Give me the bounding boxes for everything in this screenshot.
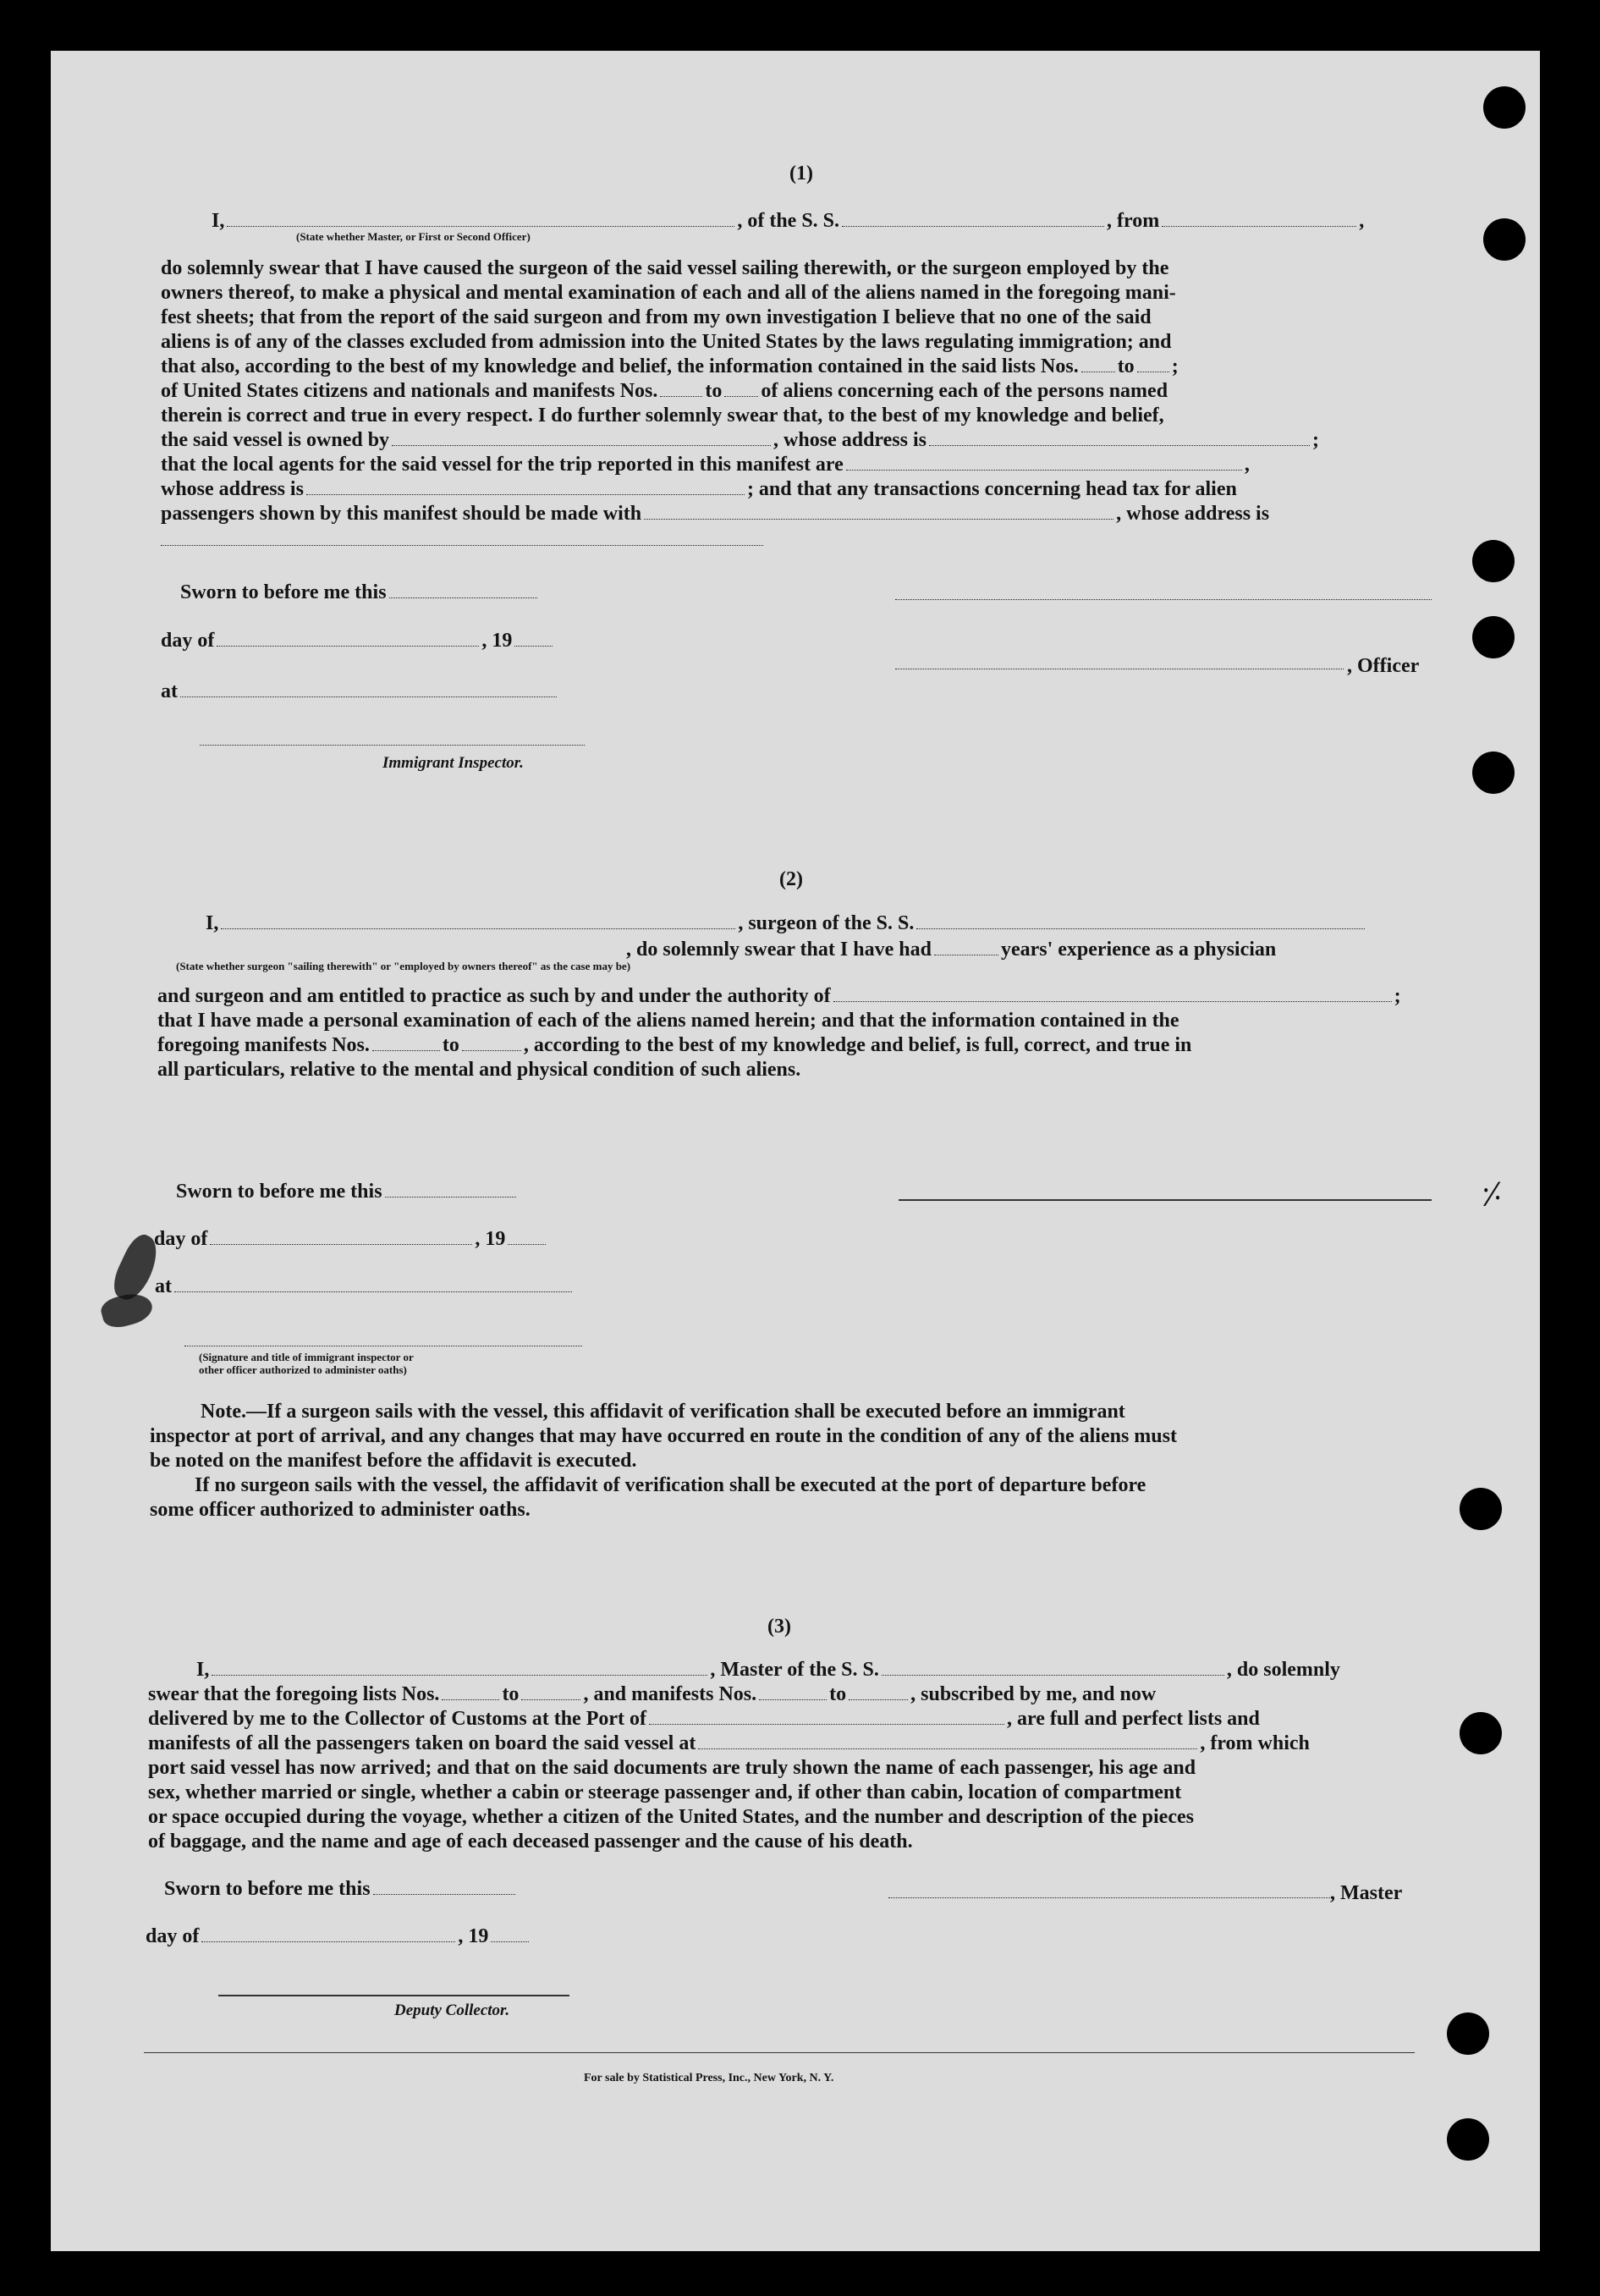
- printer-footer: For sale by Statistical Press, Inc., New York, N. Y.: [584, 2072, 834, 2084]
- s1-officer-line: I, , of the S. S. , from ,: [212, 210, 1365, 232]
- s3-text-4: port said vessel has now arrived; and that on the said documents are truly shown the name of each passenger, his age and: [148, 1757, 1196, 1779]
- s1-text-4: aliens is of any of the classes excluded from admission into the United States by the laws regulating immigration; and: [161, 331, 1172, 353]
- s3-text-6: or space occupied during the voyage, whether a citizen of the United States, and the number and description of the pieces: [148, 1806, 1194, 1828]
- punch-hole-9: [1447, 2118, 1489, 2161]
- s1-text-1: do solemnly swear that I have caused the surgeon of the said vessel sailing therewith, or the surgeon employed by the: [161, 257, 1169, 279]
- s1-officer-signature-line-1[interactable]: [895, 599, 1432, 600]
- s1-text-8: the said vessel is owned by , whose address is ;: [161, 429, 1319, 451]
- s3-day-field[interactable]: [201, 1941, 455, 1942]
- section-2-number: (2): [779, 868, 803, 890]
- head-tax-address-field[interactable]: [161, 545, 763, 546]
- s2-sworn-date-field[interactable]: [385, 1196, 516, 1198]
- s2-text-2: that I have made a personal examination of each of the aliens named herein; and that the information contained in the: [157, 1010, 1179, 1032]
- port-of-arrival-field[interactable]: [649, 1723, 1004, 1725]
- s3-text-7: of baggage, and the name and age of each deceased passenger and the cause of his death.: [148, 1831, 913, 1853]
- head-tax-contact-field[interactable]: [644, 518, 1113, 520]
- master-name-field[interactable]: [212, 1674, 707, 1676]
- punch-hole-2: [1483, 218, 1526, 261]
- s3-master-label: , Master: [1330, 1882, 1403, 1904]
- s1-at-line: at: [161, 680, 559, 703]
- s1-officer-label: , Officer: [1347, 655, 1420, 677]
- s3-text-2: delivered by me to the Collector of Customs at the Port of , are full and perfect lists and: [148, 1708, 1260, 1730]
- s1-text-10: whose address is ; and that any transactions concerning head tax for alien: [161, 478, 1237, 500]
- s3-manifests-to-field[interactable]: [849, 1699, 908, 1700]
- s3-sworn-date-field[interactable]: [373, 1893, 515, 1895]
- punch-hole-7: [1460, 1712, 1502, 1754]
- s3-deputy-signature-line[interactable]: [218, 1995, 569, 1996]
- citizen-list-to-field[interactable]: [1137, 371, 1169, 372]
- s2-at-field[interactable]: [174, 1291, 572, 1292]
- s3-lists-to-field[interactable]: [521, 1699, 580, 1700]
- s2-at-line: at: [155, 1275, 575, 1298]
- s1-inspector-caption: Immigrant Inspector.: [382, 754, 524, 772]
- s2-surgeon-signature-line[interactable]: [899, 1199, 1432, 1201]
- s1-day-field[interactable]: [217, 645, 479, 647]
- s2-experience-line: , do solemnly swear that I have had years' experience as a physician: [626, 939, 1277, 961]
- alien-manifest-from-field[interactable]: [660, 395, 702, 397]
- s1-sworn-date-field[interactable]: [389, 597, 537, 598]
- s2-note-5: some officer authorized to administer oaths.: [150, 1499, 531, 1521]
- s1-at-field[interactable]: [180, 696, 557, 697]
- alien-manifest-to-field[interactable]: [724, 395, 758, 397]
- s3-ship-name-field[interactable]: [882, 1674, 1224, 1676]
- s2-note-3: be noted on the manifest before the affidavit is executed.: [150, 1450, 637, 1472]
- s2-day-line: day of , 19: [154, 1227, 548, 1251]
- s3-text-5: sex, whether married or single, whether a cabin or steerage passenger and, if other than cabin, location of compartment: [148, 1781, 1182, 1803]
- owner-address-field[interactable]: [929, 444, 1310, 446]
- officer-name-field[interactable]: [227, 225, 734, 227]
- s3-year-field[interactable]: [491, 1941, 529, 1942]
- local-agents-field[interactable]: [846, 469, 1242, 471]
- s3-day-line: day of , 19: [146, 1924, 531, 1948]
- s2-manifest-to-field[interactable]: [462, 1049, 521, 1051]
- s2-note-2: inspector at port of arrival, and any changes that may have occurred en route in the condition of any of the aliens must: [150, 1425, 1177, 1447]
- punch-hole-4: [1472, 616, 1515, 658]
- s2-day-field[interactable]: [210, 1243, 472, 1245]
- punch-hole-6: [1460, 1488, 1502, 1530]
- s3-sworn-line: Sworn to before me this: [164, 1877, 518, 1901]
- ink-smudge: [98, 1289, 155, 1331]
- s2-note-1: Note.—If a surgeon sails with the vessel, this affidavit of verification shall be executed before an immigrant: [201, 1401, 1125, 1423]
- s3-text-3: manifests of all the passengers taken on board the said vessel at , from which: [148, 1732, 1310, 1754]
- s3-lists-from-field[interactable]: [442, 1699, 499, 1700]
- s1-year-field[interactable]: [514, 645, 553, 647]
- s3-deputy-caption: Deputy Collector.: [394, 2001, 510, 2019]
- punch-hole-1: [1483, 86, 1526, 129]
- check-mark: ⸓: [1481, 1176, 1504, 1214]
- s2-text-1: and surgeon and am entitled to practice as such by and under the authority of ;: [157, 985, 1401, 1007]
- s1-text-7: therein is correct and true in every respect. I do further solemnly swear that, to the best of my knowledge and belief,: [161, 405, 1164, 427]
- practice-authority-field[interactable]: [833, 1000, 1392, 1002]
- surgeon-name-field[interactable]: [221, 928, 735, 929]
- s3-manifests-from-field[interactable]: [759, 1699, 827, 1700]
- s1-officer-caption: (State whether Master, or First or Second Officer): [296, 230, 531, 243]
- punch-hole-5: [1472, 752, 1515, 794]
- ship-name-field[interactable]: [842, 225, 1104, 227]
- s3-master-line: I, , Master of the S. S. , do solemnly: [196, 1659, 1340, 1681]
- s2-year-field[interactable]: [508, 1243, 546, 1245]
- s2-signature-caption-1: (Signature and title of immigrant inspector or: [199, 1351, 414, 1363]
- agents-address-field[interactable]: [306, 493, 745, 495]
- s2-note-4: If no surgeon sails with the vessel, the affidavit of verification shall be executed at the port of departure before: [195, 1474, 1146, 1496]
- embarkation-port-field[interactable]: [698, 1748, 1197, 1749]
- s1-text-9: that the local agents for the said vessel for the trip reported in this manifest are ,: [161, 454, 1250, 476]
- years-experience-field[interactable]: [934, 954, 998, 955]
- s1-text-5: that also, according to the best of my knowledge and belief, the information contained in the said lists Nos. to ;: [161, 355, 1179, 377]
- s2-manifest-from-field[interactable]: [372, 1049, 440, 1051]
- section-1-number: (1): [789, 162, 813, 184]
- s2-text-4: all particulars, relative to the mental and physical condition of such aliens.: [157, 1059, 801, 1081]
- s2-ship-name-field[interactable]: [916, 928, 1365, 929]
- s2-surgeon-line: I, , surgeon of the S. S.: [206, 911, 1367, 935]
- s2-sworn-line: Sworn to before me this: [176, 1180, 519, 1203]
- citizen-list-from-field[interactable]: [1081, 371, 1115, 372]
- s1-text-2: owners thereof, to make a physical and mental examination of each and all of the aliens named in the foregoing mani-: [161, 282, 1176, 304]
- section-3-number: (3): [767, 1616, 791, 1638]
- punch-hole-3: [1472, 540, 1515, 582]
- s1-text-3: fest sheets; that from the report of the said surgeon and from my own investigation I believe that no one of the said: [161, 306, 1152, 328]
- punch-hole-8: [1447, 2012, 1489, 2055]
- s1-text-11: passengers shown by this manifest should be made with , whose address is: [161, 503, 1270, 525]
- s1-day-line: day of , 19: [161, 629, 555, 652]
- s1-text-6: of United States citizens and nationals and manifests Nos. to of aliens concerning each of the persons named: [161, 380, 1168, 402]
- s2-signature-caption-2: other officer authorized to administer oaths): [199, 1363, 407, 1376]
- manifest-affidavit-page: [51, 51, 1540, 2251]
- s3-master-signature-line[interactable]: [888, 1897, 1330, 1898]
- owner-field[interactable]: [392, 444, 771, 446]
- s2-text-3: foregoing manifests Nos. to , according to the best of my knowledge and belief, is full, correct, and true in: [157, 1034, 1192, 1056]
- s2-surgeon-caption: (State whether surgeon "sailing therewith" or "employed by owners thereof" as the case may be): [176, 960, 631, 972]
- from-port-field[interactable]: [1162, 225, 1356, 227]
- s3-text-1: swear that the foregoing lists Nos. to , and manifests Nos. to , subscribed by me, and now: [148, 1683, 1157, 1705]
- footer-rule: [144, 2052, 1415, 2053]
- s1-inspector-signature-line[interactable]: [200, 745, 585, 746]
- s1-sworn-line: Sworn to before me this: [180, 581, 540, 604]
